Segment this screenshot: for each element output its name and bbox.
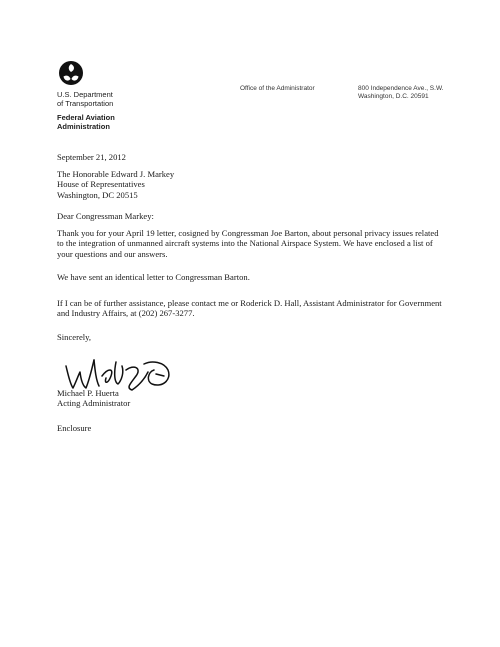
paragraph-1: Thank you for your April 19 letter, cosigned by Congressman Joe Barton, about personal privacy issues related to the integration of unmanned aircraft systems into the National Airspace System. We have enclosed a list of your questions and our answers. <box>57 228 439 259</box>
agency-line-1: Federal Aviation <box>57 113 115 122</box>
department-line-1: U.S. Department <box>57 90 113 99</box>
closing: Sincerely, <box>57 332 92 342</box>
recipient-line-1: The Honorable Edward J. Markey <box>57 169 175 179</box>
address-line-2: Washington, D.C. 20591 <box>358 93 429 100</box>
signer-block <box>57 388 447 409</box>
enclosure-note: Enclosure <box>57 423 92 433</box>
agency-name <box>57 113 115 131</box>
recipient-address <box>57 169 447 200</box>
paragraph-3: If I can be of further assistance, please contact me or Roderick D. Hall, Assistant Administrator for Government and Industry Affairs, at (202) 267-3277. <box>57 298 442 319</box>
salutation: Dear Congressman Markey: <box>57 211 154 221</box>
department-line-2: of Transportation <box>57 99 114 108</box>
signer-name: Michael P. Huerta <box>57 388 119 398</box>
dot-triskelion-logo-icon <box>58 60 84 86</box>
recipient-line-2: House of Representatives <box>57 179 145 190</box>
paragraph-2: We have sent an identical letter to Congressman Barton. <box>57 272 250 282</box>
department-name <box>57 90 113 108</box>
letter-date: September 21, 2012 <box>57 152 126 162</box>
recipient-line-3: Washington, DC 20515 <box>57 189 138 200</box>
signer-title: Acting Administrator <box>57 398 131 409</box>
agency-line-2: Administration <box>57 122 110 131</box>
address-line-1: 800 Independence Ave., S.W. <box>358 85 444 92</box>
office-name: Office of the Administrator <box>240 85 315 92</box>
office-address <box>358 85 444 101</box>
